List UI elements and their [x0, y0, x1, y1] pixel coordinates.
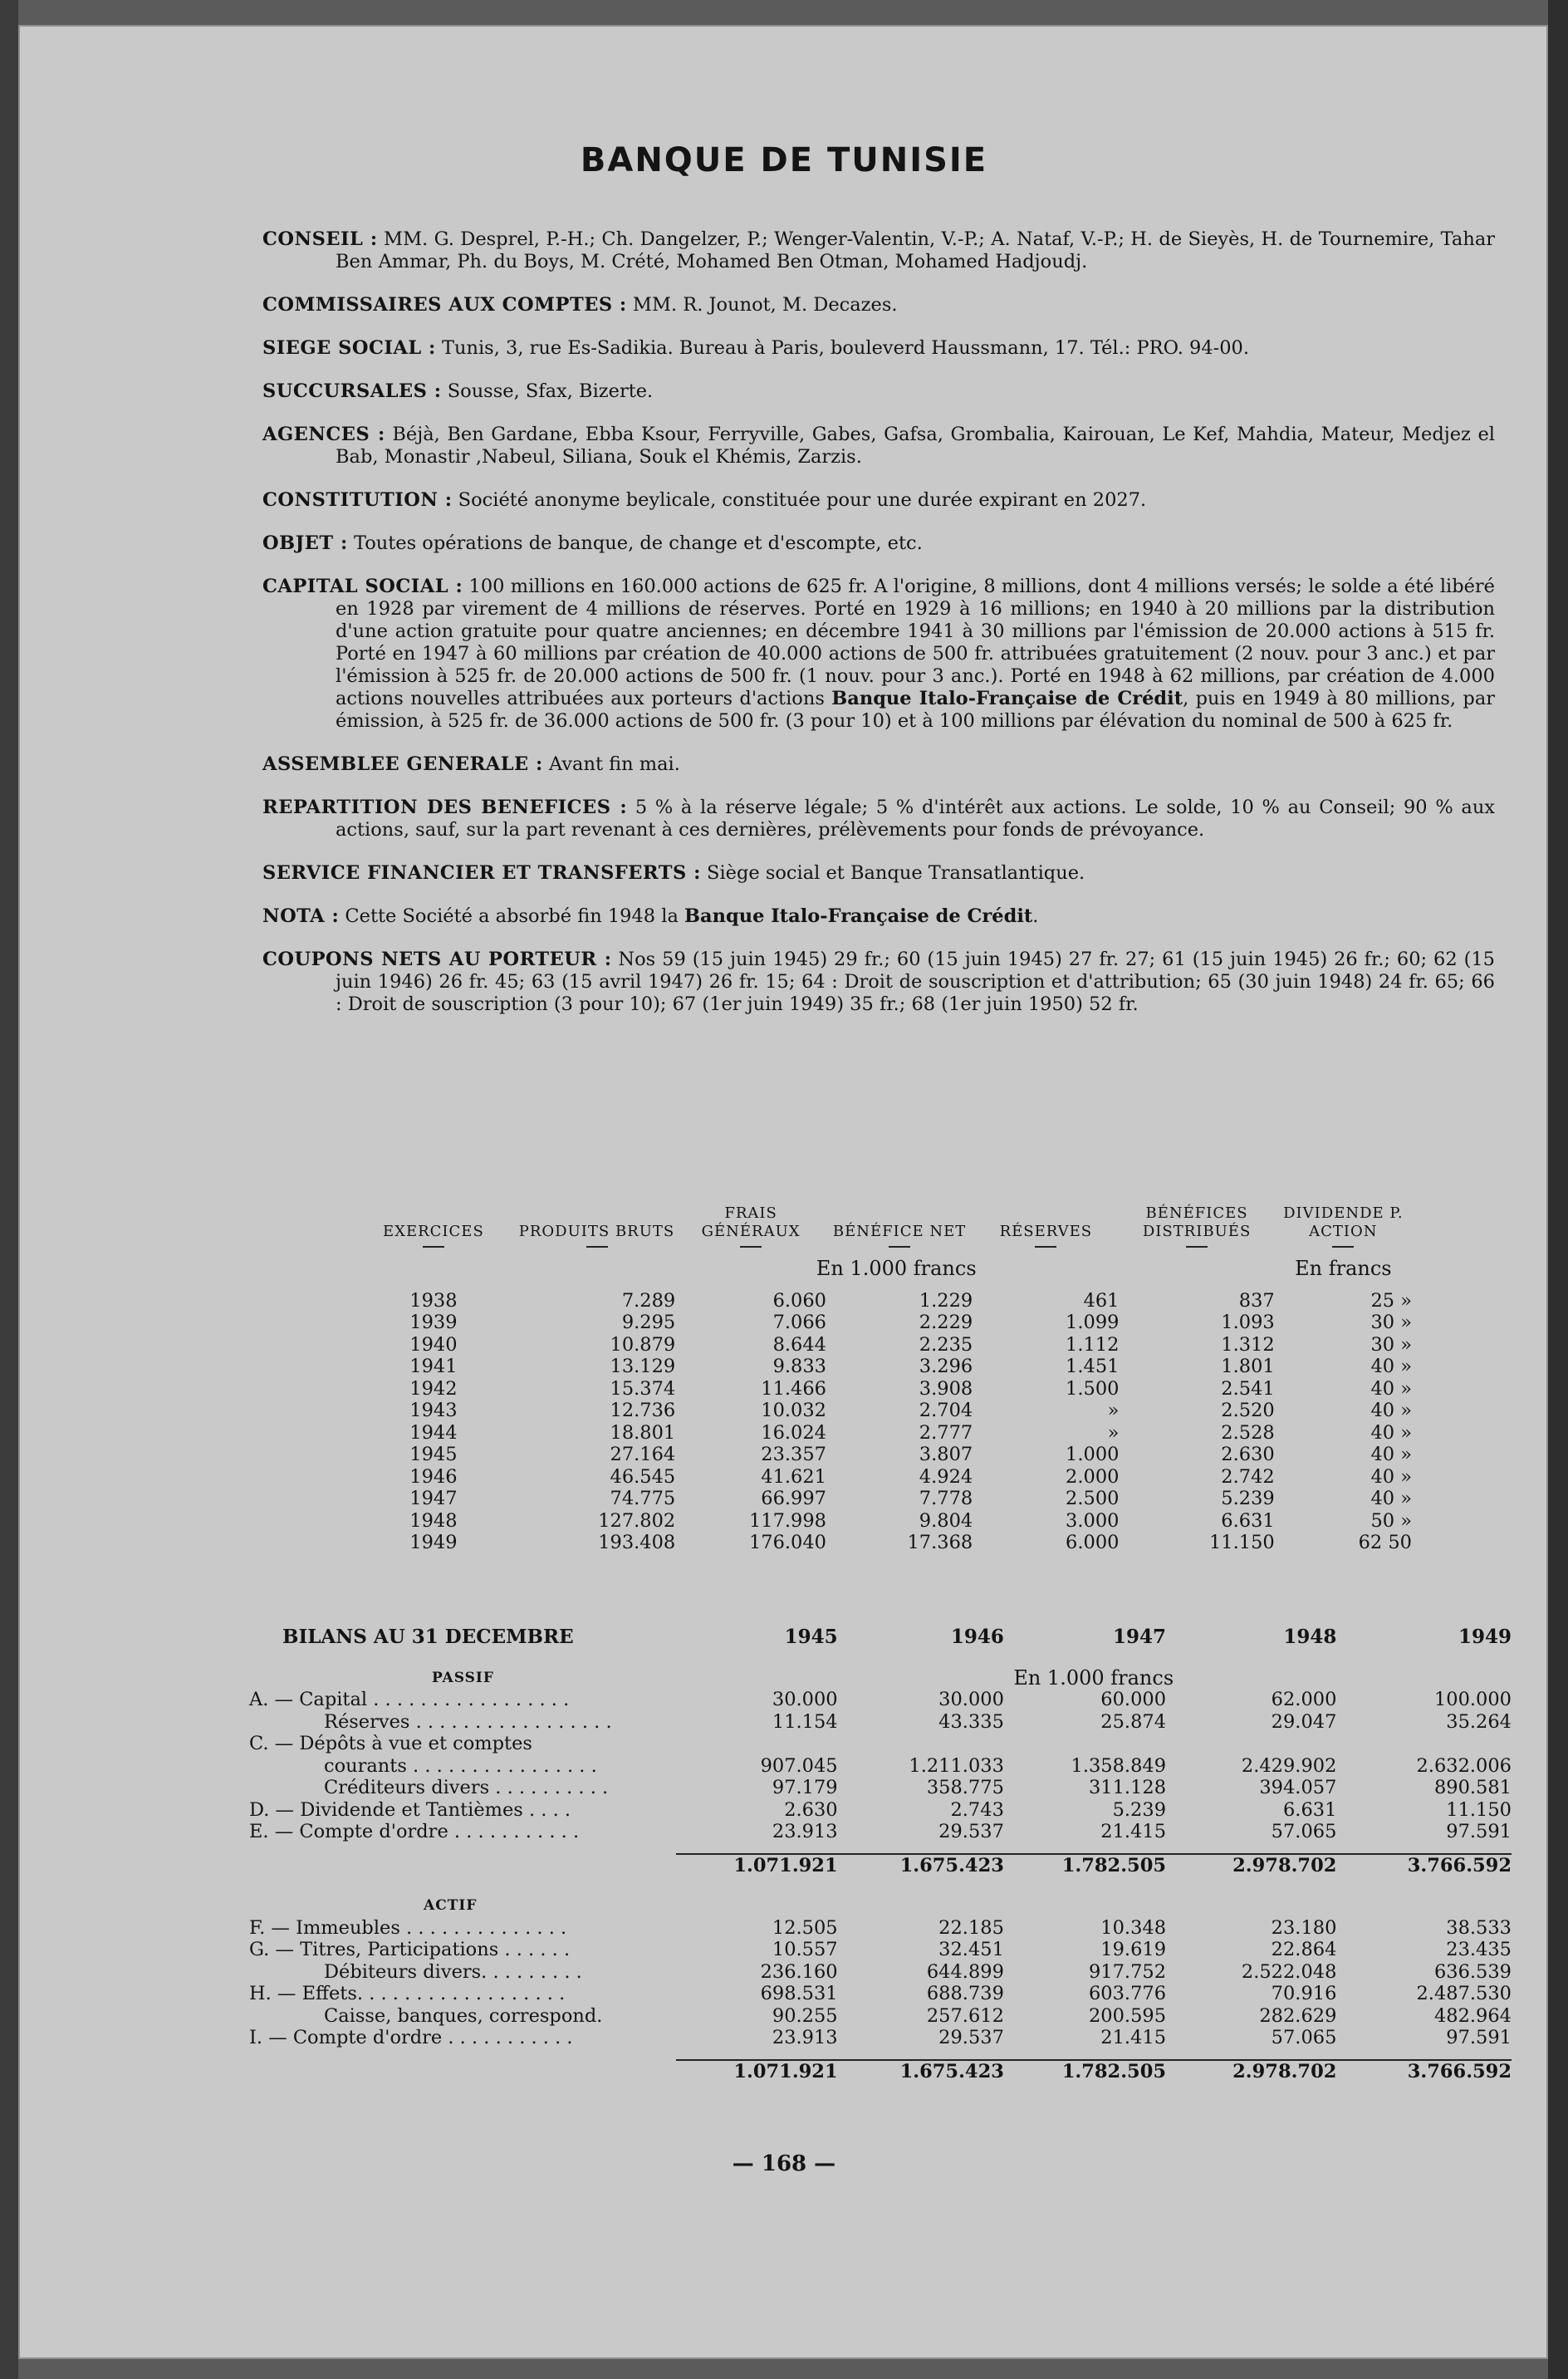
info-paragraph [262, 797, 1495, 841]
table-cell: 1944 [409, 1421, 458, 1444]
table-cell: 12.736 [610, 1400, 676, 1421]
table-cell: 917.752 [1088, 1960, 1167, 1983]
table-cell: 57.065 [1271, 2027, 1337, 2048]
table-row [249, 1939, 1512, 1961]
table-cell: 46.545 [610, 1465, 676, 1488]
table-cell: 2.429.902 [1241, 1754, 1337, 1777]
row-label: courants . . . . . . . . . . . . . . . . [324, 1754, 597, 1777]
table-cell: 311.128 [1088, 1777, 1167, 1798]
table-cell: 2.630 [1221, 1444, 1275, 1465]
table-cell: 11.150 [1208, 1532, 1275, 1553]
table-cell: 2.742 [1221, 1465, 1275, 1488]
paragraph-label: NOTA : [262, 905, 340, 927]
row-label: I. — Compte d'ordre . . . . . . . . . . . [249, 2027, 573, 2048]
table-cell: 3.296 [919, 1356, 973, 1377]
paragraph-text: Cette Société a absorbé fin 1948 la [339, 905, 685, 927]
table-row [249, 1689, 1512, 1711]
table-cell: 1939 [409, 1312, 458, 1333]
table-cell: 22.864 [1271, 1939, 1337, 1960]
table-cell: 461 [1083, 1289, 1120, 1312]
table-cell: 127.802 [598, 1509, 676, 1532]
paragraph-label: SERVICE FINANCIER ET TRANSFERTS : [262, 862, 701, 884]
table-cell: 236.160 [760, 1960, 838, 1983]
total-cell: 1.071.921 [676, 2049, 838, 2083]
table-cell: 6.000 [1066, 1532, 1120, 1553]
info-paragraph [262, 380, 1495, 403]
page-edge-right [1548, 0, 1568, 2379]
table-cell: 1.099 [1066, 1312, 1120, 1333]
paragraph-text: Siège social et Banque Transatlantique. [700, 862, 1085, 884]
table-cell: 22.185 [938, 1916, 1004, 1939]
table-cell: 2.487.530 [1416, 1983, 1512, 2004]
row-label: G. — Titres, Participations . . . . . . [249, 1939, 571, 1960]
year-header: 1949 [1458, 1626, 1512, 1648]
bank-name: Banque Italo-Française de Crédit [684, 905, 1033, 927]
info-paragraph [262, 337, 1495, 360]
bilans-table [249, 1626, 1512, 2082]
table-cell: 60.000 [1100, 1689, 1167, 1710]
exercices-table [349, 1204, 1412, 1554]
table-cell: 257.612 [926, 2004, 1004, 2027]
section-row [249, 1649, 1512, 1690]
unit-label: En 1.000 francs [1013, 1665, 1174, 1690]
table-cell: 30.000 [772, 1689, 838, 1710]
table-cell: 9.833 [772, 1356, 826, 1377]
table-cell: 3.908 [919, 1377, 973, 1400]
column-header: BÉNÉFICES DISTRIBUÉS [1119, 1204, 1274, 1248]
table-cell: 2.630 [784, 1798, 838, 1821]
table-cell: 1940 [409, 1333, 458, 1356]
table-cell: 2.541 [1221, 1377, 1275, 1400]
table-row [249, 1917, 1512, 1940]
table-cell [1004, 1733, 1166, 1755]
table-cell: 11.466 [761, 1377, 826, 1400]
table-row [249, 1799, 1512, 1822]
bank-name: Banque Italo-Française de Crédit [831, 688, 1183, 709]
table-cell: 10.557 [772, 1939, 838, 1960]
table-cell [1336, 1733, 1512, 1755]
row-label: D. — Dividende et Tantièmes . . . . [249, 1798, 571, 1821]
table-cell: 2.777 [919, 1421, 973, 1444]
table-cell: 7.778 [919, 1488, 973, 1509]
row-label: A. — Capital . . . . . . . . . . . . . . . . . [249, 1689, 570, 1710]
table-cell: 100.000 [1433, 1689, 1512, 1710]
table-cell: 1949 [409, 1532, 458, 1553]
table-row [249, 1983, 1512, 2005]
table-cell: 117.998 [748, 1509, 826, 1532]
paragraph-text: Tunis, 3, rue Es-Sadikia. Bureau à Paris, bouleverd Haussmann, 17. Tél.: PRO. 94-00. [435, 337, 1250, 359]
table-cell: 603.776 [1088, 1983, 1167, 2004]
table-row [249, 1733, 1512, 1755]
row-label: Caisse, banques, correspond. [324, 2004, 603, 2027]
paragraph-label: SIEGE SOCIAL : [262, 337, 436, 359]
table-cell: » [1107, 1400, 1120, 1421]
page-title: BANQUE DE TUNISIE [580, 141, 988, 179]
table-cell: 40 » [1370, 1377, 1412, 1400]
table-cell: 23.180 [1271, 1916, 1337, 1939]
table-cell: 2.704 [919, 1400, 973, 1421]
table-cell: 11.150 [1446, 1798, 1512, 1821]
table-cell: 21.415 [1100, 2027, 1167, 2048]
table-cell: 6.060 [772, 1289, 826, 1312]
table-cell: 2.528 [1221, 1421, 1275, 1444]
table-cell: 176.040 [748, 1532, 826, 1553]
table-cell: 1946 [409, 1465, 458, 1488]
table-cell: 57.065 [1271, 1821, 1337, 1842]
table-row [249, 2027, 1512, 2049]
total-row [249, 2049, 1512, 2083]
table-cell: 29.537 [938, 1821, 1004, 1842]
paragraph-text: Toutes opérations de banque, de change et d'escompte, etc. [347, 532, 923, 554]
table-cell: 15.374 [610, 1377, 676, 1400]
table-row [349, 1488, 1412, 1510]
paragraph-label: ASSEMBLEE GENERALE : [262, 753, 543, 775]
table-cell: 1.000 [1066, 1444, 1120, 1465]
table-cell: 43.335 [938, 1710, 1004, 1733]
table-cell: 17.368 [907, 1532, 973, 1553]
paragraph-text: Béjà, Ben Gardane, Ebba Ksour, Ferryville, Gabes, Gafsa, Grombalia, Kairouan, Le Kef, Mahdia, Mateur, Medjez el Bab, Monastir ,Nabeul, Siliana, Souk el Khémis, Zarzis. [336, 424, 1495, 468]
table-row [349, 1510, 1412, 1533]
paragraph-text: MM. R. Jounot, M. Decazes. [626, 294, 898, 316]
table-cell: 1941 [409, 1356, 458, 1377]
table-cell: 1.112 [1066, 1333, 1120, 1356]
table-cell: 50 » [1370, 1509, 1412, 1532]
paragraph-text: Sousse, Sfax, Bizerte. [441, 380, 654, 402]
paragraph-text: MM. G. Desprel, P.-H.; Ch. Dangelzer, P.; Wenger-Valentin, V.-P.; A. Nataf, V.-P.; H. de Sieyès, H. de Tournemire, Tahar Ben Ammar, Ph. du Boys, M. Crété, Mohamed Ben Otman, Mohamed Hadjoudj. [336, 228, 1495, 272]
table-cell: 41.621 [761, 1465, 826, 1488]
table-row [349, 1422, 1412, 1445]
page-edge-left [0, 0, 18, 2379]
table-cell: 35.264 [1446, 1710, 1512, 1733]
table-cell: 10.879 [610, 1333, 676, 1356]
table-cell: 7.066 [772, 1312, 826, 1333]
table-cell: 97.179 [772, 1777, 838, 1798]
year-header: 1946 [950, 1626, 1004, 1648]
table-cell: 1.211.033 [909, 1754, 1004, 1777]
table-cell: 636.539 [1433, 1960, 1512, 1983]
total-cell: 1.675.423 [838, 2049, 1004, 2083]
column-header: FRAIS GÉNÉRAUX [675, 1204, 826, 1248]
table-cell: 40 » [1370, 1488, 1412, 1509]
info-paragraph [262, 576, 1495, 733]
paragraph-text: 100 millions en 160.000 actions de 625 fr. A l'origine, 8 millions, dont 4 millions versés; le solde a été libéré en 1928 par virement de 4 millions de réserves. Porté en 1929 à 16 millions; en 1940 à 20 millions par la distribution d'une action gratuite pour quatre anciennes; en décembre 1941 à 30 millions par l'émission de 20.000 actions à 515 fr. Porté en 1947 à 60 millions par création de 40.000 actions de 500 fr. attribuées gratuitement (2 nouv. pour 3 anc.) et par l'émission à 525 fr. de 20.000 actions de 500 fr. (1 nouv. pour 3 anc.). Porté en 1948 à 62 millions, par création de 4.000 actions nouvelles attribuées aux porteurs d'actions [336, 576, 1495, 709]
table-cell: 30.000 [938, 1689, 1004, 1710]
paragraph-label: CONSEIL : [262, 228, 378, 250]
table-cell: 40 » [1370, 1465, 1412, 1488]
info-paragraph [262, 489, 1495, 512]
paragraph-text: Société anonyme beylicale, constituée pour une durée expirant en 2027. [452, 489, 1147, 511]
paragraph-text: Avant fin mai. [542, 753, 680, 775]
table-cell: 23.435 [1446, 1939, 1512, 1960]
paragraph-text: Nos 59 (15 juin 1945) 29 fr.; 60 (15 juin 1945) 27 fr. 27; 61 (15 juin 1945) 26 fr.; 60; 62 (15 juin 1946) 26 fr. 45; 63 (15 avril 1947) 26 fr. 15; 64 : Droit de souscription et d'attribution; 65 (30 juin 1948) 24 fr. 65; 66 : Droit de souscription (3 pour 10); 67 (1er juin 1949) 35 fr.; 68 (1er juin 1950) 52 fr. [336, 949, 1495, 1015]
table-cell: 97.591 [1446, 1821, 1512, 1842]
row-label: E. — Compte d'ordre . . . . . . . . . . . [249, 1821, 580, 1842]
table-cell: 1947 [409, 1488, 458, 1509]
total-cell: 1.782.505 [1004, 1843, 1166, 1877]
table-cell: 10.348 [1100, 1916, 1167, 1939]
table-cell: 40 » [1370, 1444, 1412, 1465]
total-cell: 1.675.423 [838, 1843, 1004, 1877]
table-row [349, 1290, 1412, 1312]
total-cell: 1.071.921 [676, 1843, 838, 1877]
paragraph-label: COUPONS NETS AU PORTEUR : [262, 949, 612, 970]
paragraph-label: COMMISSAIRES AUX COMPTES : [262, 294, 627, 316]
total-cell: 2.978.702 [1166, 2049, 1336, 2083]
table-cell: 2.229 [919, 1312, 973, 1333]
table-cell: 8.644 [772, 1333, 826, 1356]
table-cell: 1943 [409, 1400, 458, 1421]
paragraph-label: CONSTITUTION : [262, 489, 453, 511]
table-cell: 2.632.006 [1416, 1754, 1512, 1777]
info-paragraph [262, 294, 1495, 316]
table-cell: 2.000 [1066, 1465, 1120, 1488]
table-cell: 11.154 [772, 1710, 838, 1733]
table-cell: 12.505 [772, 1916, 838, 1939]
table-cell: 16.024 [761, 1421, 826, 1444]
table-cell [838, 1733, 1004, 1755]
table-cell: 1945 [409, 1444, 458, 1465]
table-cell: 7.289 [621, 1289, 676, 1312]
info-paragraph [262, 905, 1495, 928]
table-cell: 1948 [409, 1509, 458, 1532]
table-cell: » [1107, 1421, 1120, 1444]
table-row [349, 1356, 1412, 1378]
table-cell: 21.415 [1100, 1821, 1167, 1842]
table-cell: 1.500 [1066, 1377, 1120, 1400]
section-label: ACTIF [424, 1897, 478, 1914]
table-cell: 2.520 [1221, 1400, 1275, 1421]
table-row [349, 1532, 1412, 1554]
info-paragraph [262, 532, 1495, 555]
total-cell: 2.978.702 [1166, 1843, 1336, 1877]
table-cell: 1942 [409, 1377, 458, 1400]
table-cell: 18.801 [610, 1421, 676, 1444]
info-paragraph [262, 753, 1495, 776]
table-row [349, 1378, 1412, 1400]
table-cell: 40 » [1370, 1400, 1412, 1421]
paragraph-label: CAPITAL SOCIAL : [262, 576, 463, 597]
table-cell: 688.739 [926, 1983, 1004, 2004]
year-header: 1948 [1283, 1626, 1337, 1648]
table-cell: 23.913 [772, 1821, 838, 1842]
table-cell: 837 [1238, 1289, 1275, 1312]
table-row [249, 1711, 1512, 1734]
table-cell: 70.916 [1271, 1983, 1337, 2004]
table-cell: 6.631 [1221, 1509, 1275, 1532]
paragraph-text: . [1032, 905, 1039, 927]
table-cell: 40 » [1370, 1356, 1412, 1377]
table-cell: 9.295 [621, 1312, 676, 1333]
table-cell: 282.629 [1259, 2004, 1337, 2027]
table-cell: 5.239 [1112, 1798, 1167, 1821]
table-cell: 4.924 [919, 1465, 973, 1488]
table-cell: 1.229 [919, 1289, 973, 1312]
year-header: 1947 [1113, 1626, 1167, 1648]
table-cell: 1.312 [1221, 1333, 1275, 1356]
table-cell: 193.408 [598, 1532, 676, 1553]
table-cell: 97.591 [1446, 2027, 1512, 2048]
paragraph-label: OBJET : [262, 532, 348, 554]
row-label: H. — Effets. . . . . . . . . . . . . . . . . . [249, 1983, 566, 2004]
paragraph-text: , puis en 1949 à 80 millions, par émission, à 525 fr. de 36.000 actions de 500 fr. (3 pour 10) et à 100 millions par élévation du nominal de 500 à 625 fr. [336, 688, 1495, 732]
info-paragraph [262, 424, 1495, 468]
table-cell: 74.775 [610, 1488, 676, 1509]
section-row [249, 1876, 1512, 1917]
table-row [249, 1821, 1512, 1843]
table-cell: 1938 [409, 1289, 458, 1312]
total-row [249, 1843, 1512, 1877]
table-cell: 2.522.048 [1241, 1960, 1337, 1983]
total-cell: 1.782.505 [1004, 2049, 1166, 2083]
table-cell: 482.964 [1433, 2004, 1512, 2027]
table-cell: 66.997 [761, 1488, 826, 1509]
paragraph-text: 5 % à la réserve légale; 5 % d'intérêt aux actions. Le solde, 10 % au Conseil; 90 % aux actions, sauf, sur la part revenant à ces dernières, prélèvements pour fonds de prévoyance. [336, 797, 1495, 841]
column-header: PRODUITS BRUTS [518, 1204, 675, 1248]
table-cell: 1.093 [1221, 1312, 1275, 1333]
table-row [249, 1777, 1512, 1799]
row-label: Créditeurs divers . . . . . . . . . . [324, 1777, 609, 1798]
table-cell: 2.500 [1066, 1488, 1120, 1509]
row-label: F. — Immeubles . . . . . . . . . . . . . . [249, 1916, 567, 1939]
table-cell: 13.129 [610, 1356, 676, 1377]
table-cell: 9.804 [919, 1509, 973, 1532]
info-paragraph [262, 949, 1495, 1016]
table-cell: 890.581 [1433, 1777, 1512, 1798]
table-cell: 3.000 [1066, 1509, 1120, 1532]
paragraph-label: AGENCES : [262, 424, 385, 445]
table-cell: 23.357 [761, 1444, 826, 1465]
table-cell [676, 1733, 838, 1755]
table-cell: 23.913 [772, 2027, 838, 2048]
table-row [349, 1400, 1412, 1422]
year-header: 1945 [784, 1626, 838, 1648]
table-row [249, 1755, 1512, 1778]
table-cell: 30 » [1370, 1312, 1412, 1333]
table-cell: 2.235 [919, 1333, 973, 1356]
company-info [262, 228, 1495, 1037]
table-cell: 200.595 [1088, 2004, 1167, 2027]
table-row [349, 1334, 1412, 1356]
table-cell: 10.032 [761, 1400, 826, 1421]
row-label: Débiteurs divers. . . . . . . . . [324, 1960, 582, 1983]
table-cell: 40 » [1370, 1421, 1412, 1444]
table-cell: 25 » [1370, 1289, 1412, 1312]
table-cell: 3.807 [919, 1444, 973, 1465]
table-cell: 29.047 [1271, 1710, 1337, 1733]
column-header: RÉSERVES [973, 1204, 1119, 1248]
table-cell: 25.874 [1100, 1710, 1167, 1733]
total-cell: 3.766.592 [1336, 2049, 1512, 2083]
column-header: DIVIDENDE P. ACTION [1275, 1204, 1412, 1248]
total-cell: 3.766.592 [1336, 1843, 1512, 1877]
table-cell: 394.057 [1259, 1777, 1337, 1798]
table-cell: 907.045 [760, 1754, 838, 1777]
unit-label: En francs [1295, 1257, 1392, 1280]
bilans-title: BILANS AU 31 DECEMBRE [282, 1626, 574, 1648]
table-cell: 1.451 [1066, 1356, 1120, 1377]
table-row [249, 1961, 1512, 1984]
table-cell: 1.801 [1221, 1356, 1275, 1377]
table-cell: 19.619 [1100, 1939, 1167, 1960]
table-cell: 5.239 [1221, 1488, 1275, 1509]
table-cell: 30 » [1370, 1333, 1412, 1356]
table-cell: 29.537 [938, 2027, 1004, 2048]
table-row [249, 2005, 1512, 2028]
table-cell: 2.743 [950, 1798, 1004, 1821]
section-label: PASSIF [432, 1669, 494, 1686]
table-cell: 698.531 [760, 1983, 838, 2004]
paragraph-label: REPARTITION DES BENEFICES : [262, 797, 628, 818]
column-header: EXERCICES [349, 1204, 518, 1248]
column-header: BÉNÉFICE NET [826, 1204, 973, 1248]
table-row [349, 1444, 1412, 1466]
table-cell: 1.358.849 [1071, 1754, 1167, 1777]
table-cell: 38.533 [1446, 1916, 1512, 1939]
table-cell: 90.255 [772, 2004, 838, 2027]
table-cell: 62.000 [1271, 1689, 1337, 1710]
row-label: Réserves . . . . . . . . . . . . . . . . . [324, 1710, 612, 1733]
unit-label: En 1.000 francs [816, 1257, 977, 1280]
year-header-row [249, 1626, 1512, 1649]
table-cell: 27.164 [610, 1444, 676, 1465]
table-cell: 358.775 [926, 1777, 1004, 1798]
table-row [349, 1312, 1412, 1334]
info-paragraph [262, 862, 1495, 885]
table-row [349, 1466, 1412, 1489]
table-cell: 6.631 [1282, 1798, 1337, 1821]
page-number: — 168 — [732, 2151, 836, 2176]
table-cell: 62 50 [1358, 1532, 1412, 1553]
table-cell: 32.451 [938, 1939, 1004, 1960]
table-cell [1166, 1733, 1336, 1755]
table-cell: 644.899 [926, 1960, 1004, 1983]
info-paragraph [262, 228, 1495, 273]
row-label: C. — Dépôts à vue et comptes [249, 1733, 532, 1754]
paragraph-label: SUCCURSALES : [262, 380, 442, 402]
